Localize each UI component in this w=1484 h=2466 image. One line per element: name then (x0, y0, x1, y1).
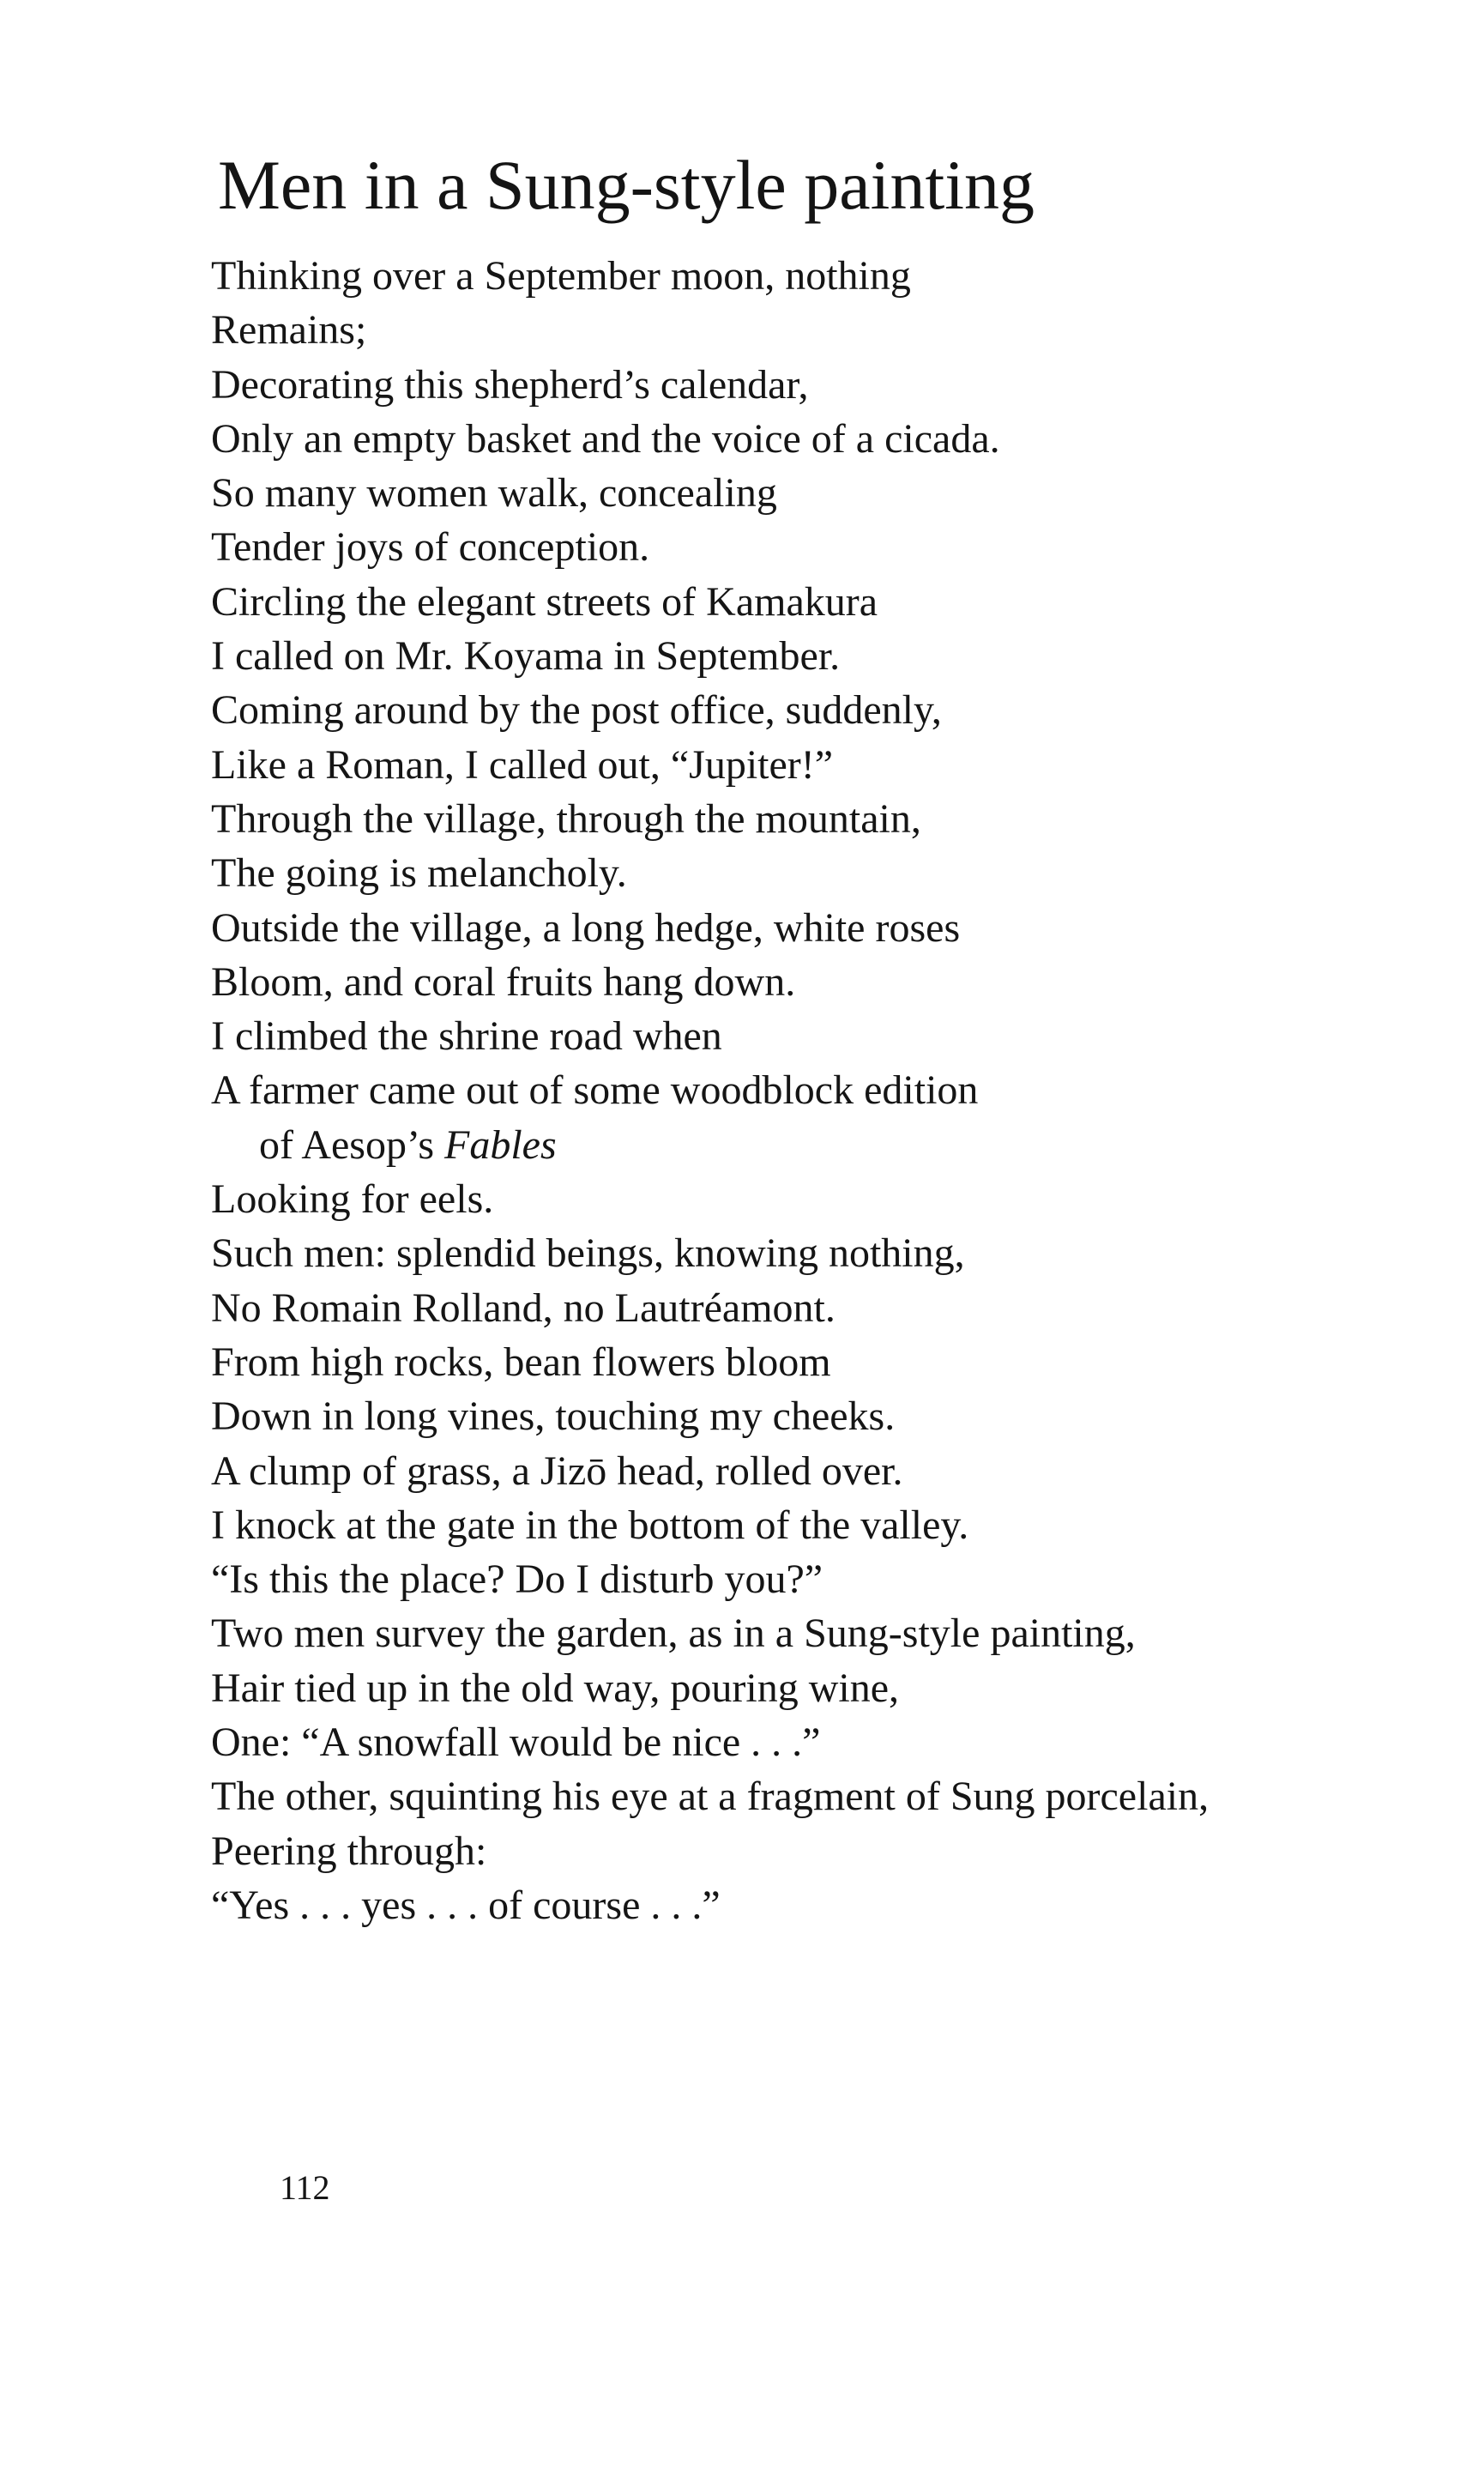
poem-line: Looking for eels. (211, 1176, 494, 1223)
poem-line: Through the village, through the mountain, (211, 795, 921, 842)
poem-line: A farmer came out of some woodblock edition (211, 1067, 979, 1114)
poem-line: Only an empty basket and the voice of a cicada. (211, 415, 1000, 462)
poem-line: A clump of grass, a Jizō head, rolled over. (211, 1448, 903, 1494)
poem-line: Coming around by the post office, suddenly, (211, 687, 942, 734)
poem-line: Like a Roman, I called out, “Jupiter!” (211, 741, 834, 788)
poem-line: The going is melancholy. (211, 850, 627, 897)
poem-line: Tender joys of conception. (211, 524, 650, 571)
poem-line: Thinking over a September moon, nothing (211, 253, 911, 299)
poem-line-text: of Aesop’s (259, 1121, 434, 1168)
poem-line: The other, squinting his eye at a fragment of Sung porcelain, (211, 1774, 1210, 1820)
poem-line-indented (211, 1118, 1209, 1172)
poem-line: From high rocks, bean flowers bloom (211, 1339, 831, 1385)
poem-line: Bloom, and coral fruits hang down. (211, 958, 796, 1005)
poem-line: I called on Mr. Koyama in September. (211, 633, 841, 680)
poem-line: I knock at the gate in the bottom of the valley. (211, 1502, 969, 1548)
italic-title-fables: Fables (444, 1121, 557, 1168)
poem-line: Hair tied up in the old way, pouring wine, (211, 1665, 900, 1711)
poem-title: Men in a Sung-style painting (218, 146, 1035, 224)
poem-body (211, 249, 1209, 1932)
poem-line: Circling the elegant streets of Kamakura (211, 578, 878, 625)
poem-line: No Romain Rolland, no Lautréamont. (211, 1284, 836, 1331)
page-number: 112 (280, 2168, 330, 2207)
poem-line: I climbed the shrine road when (211, 1013, 722, 1060)
poem-line: Peering through: (211, 1828, 487, 1874)
poem-line: Two men survey the garden, as in a Sung-style painting, (211, 1611, 1136, 1657)
poem-line: Outside the village, a long hedge, white roses (211, 904, 961, 951)
poem-line: “Yes . . . yes . . . of course . . .” (211, 1882, 721, 1928)
poem-line: Down in long vines, touching my cheeks. (211, 1393, 896, 1440)
poem-line: Decorating this shepherd’s calendar, (211, 361, 809, 408)
poem-line: So many women walk, concealing (211, 470, 777, 517)
poem-line: Remains; (211, 307, 367, 354)
poem-line: Such men: splendid beings, knowing nothing, (211, 1230, 965, 1277)
poem-line: One: “A snowfall would be nice . . .” (211, 1720, 821, 1766)
poem-line: “Is this the place? Do I disturb you?” (211, 1556, 823, 1603)
